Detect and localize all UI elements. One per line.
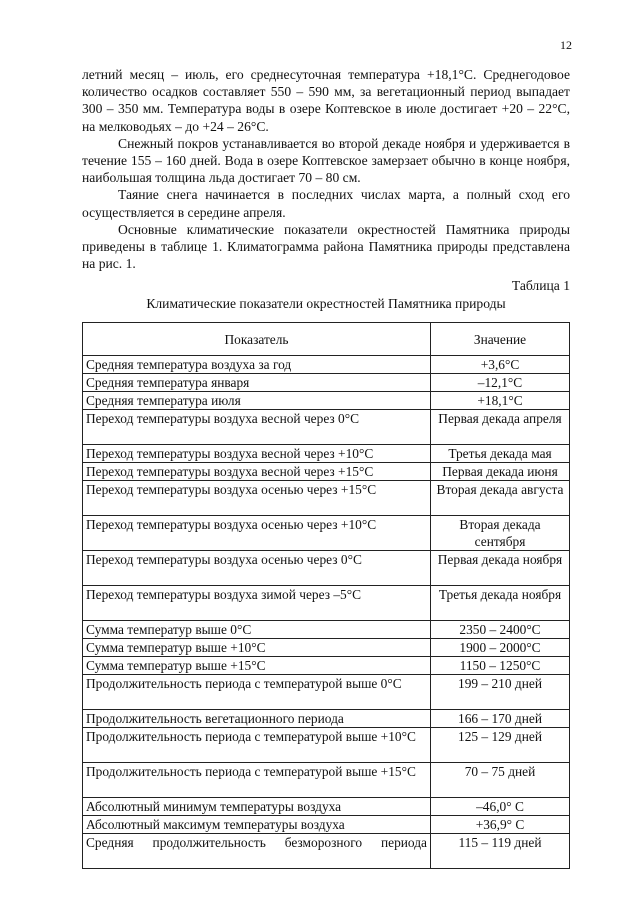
paragraph: Таяние снега начинается в последних числах марта, а полный сход его осуществляется в середине апреля. [82,187,570,220]
indicator-cell: Средняя температура воздуха за год [83,356,431,374]
table-row [83,374,570,392]
table-row [83,551,570,586]
value-cell: Вторая декада сентября [431,516,570,551]
value-cell: 1900 – 2000°С [431,639,570,657]
table-row [83,710,570,728]
value-cell: Первая декада ноября [431,551,570,586]
body-text [82,66,570,272]
table-row [83,445,570,463]
table-row [83,586,570,621]
table-row [83,816,570,834]
value-cell: 70 – 75 дней [431,763,570,798]
indicator-cell: Сумма температур выше 0°С [83,621,431,639]
indicator-cell: Абсолютный минимум температуры воздуха [83,798,431,816]
value-cell: Третья декада ноября [431,586,570,621]
value-cell: 2350 – 2400°С [431,621,570,639]
table-row [83,516,570,551]
indicator-cell: Продолжительность периода с температурой выше +15°С [83,763,431,798]
value-cell: –12,1°С [431,374,570,392]
indicator-cell: Средняя температура июля [83,392,431,410]
indicator-cell: Продолжительность периода с температурой выше +10°С [83,728,431,763]
table-row [83,834,570,869]
value-cell: +3,6°С [431,356,570,374]
indicator-cell: Продолжительность периода с температурой выше 0°С [83,675,431,710]
indicator-cell: Сумма температур выше +10°С [83,639,431,657]
table-header-row [83,323,570,356]
value-cell: Первая декада июня [431,463,570,481]
paragraph: летний месяц – июль, его среднесуточная температура +18,1°С. Среднегодовое количество осадков составляет 550 – 590 мм, за вегетационный период выпадает 300 – 350 мм. Температура воды в озере Коптевское в июле достигает +20 – 22°С, на мелководьях – до +24 – 26°С. [82,67,570,134]
paragraph: Снежный покров устанавливается во второй декаде ноября и удерживается в течение 155 – 160 дней. Вода в озере Коптевское замерзает обычно в конце ноября, наибольшая толщина льда достигает 70 – 80 см. [82,135,570,186]
value-cell: Первая декада апреля [431,410,570,445]
table-row [83,356,570,374]
indicator-cell: Переход температуры воздуха весной через +10°С [83,445,431,463]
indicator-cell: Переход температуры воздуха осенью через 0°С [83,551,431,586]
table-row [83,639,570,657]
table-row [83,410,570,445]
table-row [83,728,570,763]
value-cell: 1150 – 1250°С [431,657,570,675]
value-cell: 166 – 170 дней [431,710,570,728]
column-header-indicator: Показатель [83,323,431,356]
indicator-cell: Переход температуры воздуха зимой через –5°С [83,586,431,621]
table-row [83,621,570,639]
table-row [83,675,570,710]
climate-table [82,322,570,869]
table-caption: Таблица 1 [511,278,570,293]
table-row [83,392,570,410]
value-cell: –46,0° С [431,798,570,816]
table-row [83,798,570,816]
indicator-cell: Продолжительность вегетационного периода [83,710,431,728]
value-cell: 115 – 119 дней [431,834,570,869]
table-row [83,463,570,481]
value-cell: 125 – 129 дней [431,728,570,763]
indicator-cell: Переход температуры воздуха весной через +15°С [83,463,431,481]
page-number: 12 [560,38,572,52]
indicator-cell: Средняя температура января [83,374,431,392]
table-row [83,763,570,798]
column-header-value: Значение [431,323,570,356]
table-row [83,657,570,675]
indicator-cell: Абсолютный максимум температуры воздуха [83,816,431,834]
value-cell: Третья декада мая [431,445,570,463]
table-row [83,481,570,516]
indicator-cell: Средняя продолжительность безморозного периода [83,834,431,869]
indicator-cell: Переход температуры воздуха осенью через +15°С [83,481,431,516]
value-cell: +36,9° С [431,816,570,834]
indicator-cell: Переход температуры воздуха осенью через +10°С [83,516,431,551]
indicator-cell: Сумма температур выше +15°С [83,657,431,675]
value-cell: 199 – 210 дней [431,675,570,710]
paragraph: Основные климатические показатели окрестностей Памятника природы приведены в таблице 1. Климатограмма района Памятника природы представлена на рис. 1. [82,221,570,272]
value-cell: Вторая декада августа [431,481,570,516]
value-cell: +18,1°С [431,392,570,410]
table-title: Климатические показатели окрестностей Памятника природы [146,296,506,311]
indicator-cell: Переход температуры воздуха весной через 0°С [83,410,431,445]
